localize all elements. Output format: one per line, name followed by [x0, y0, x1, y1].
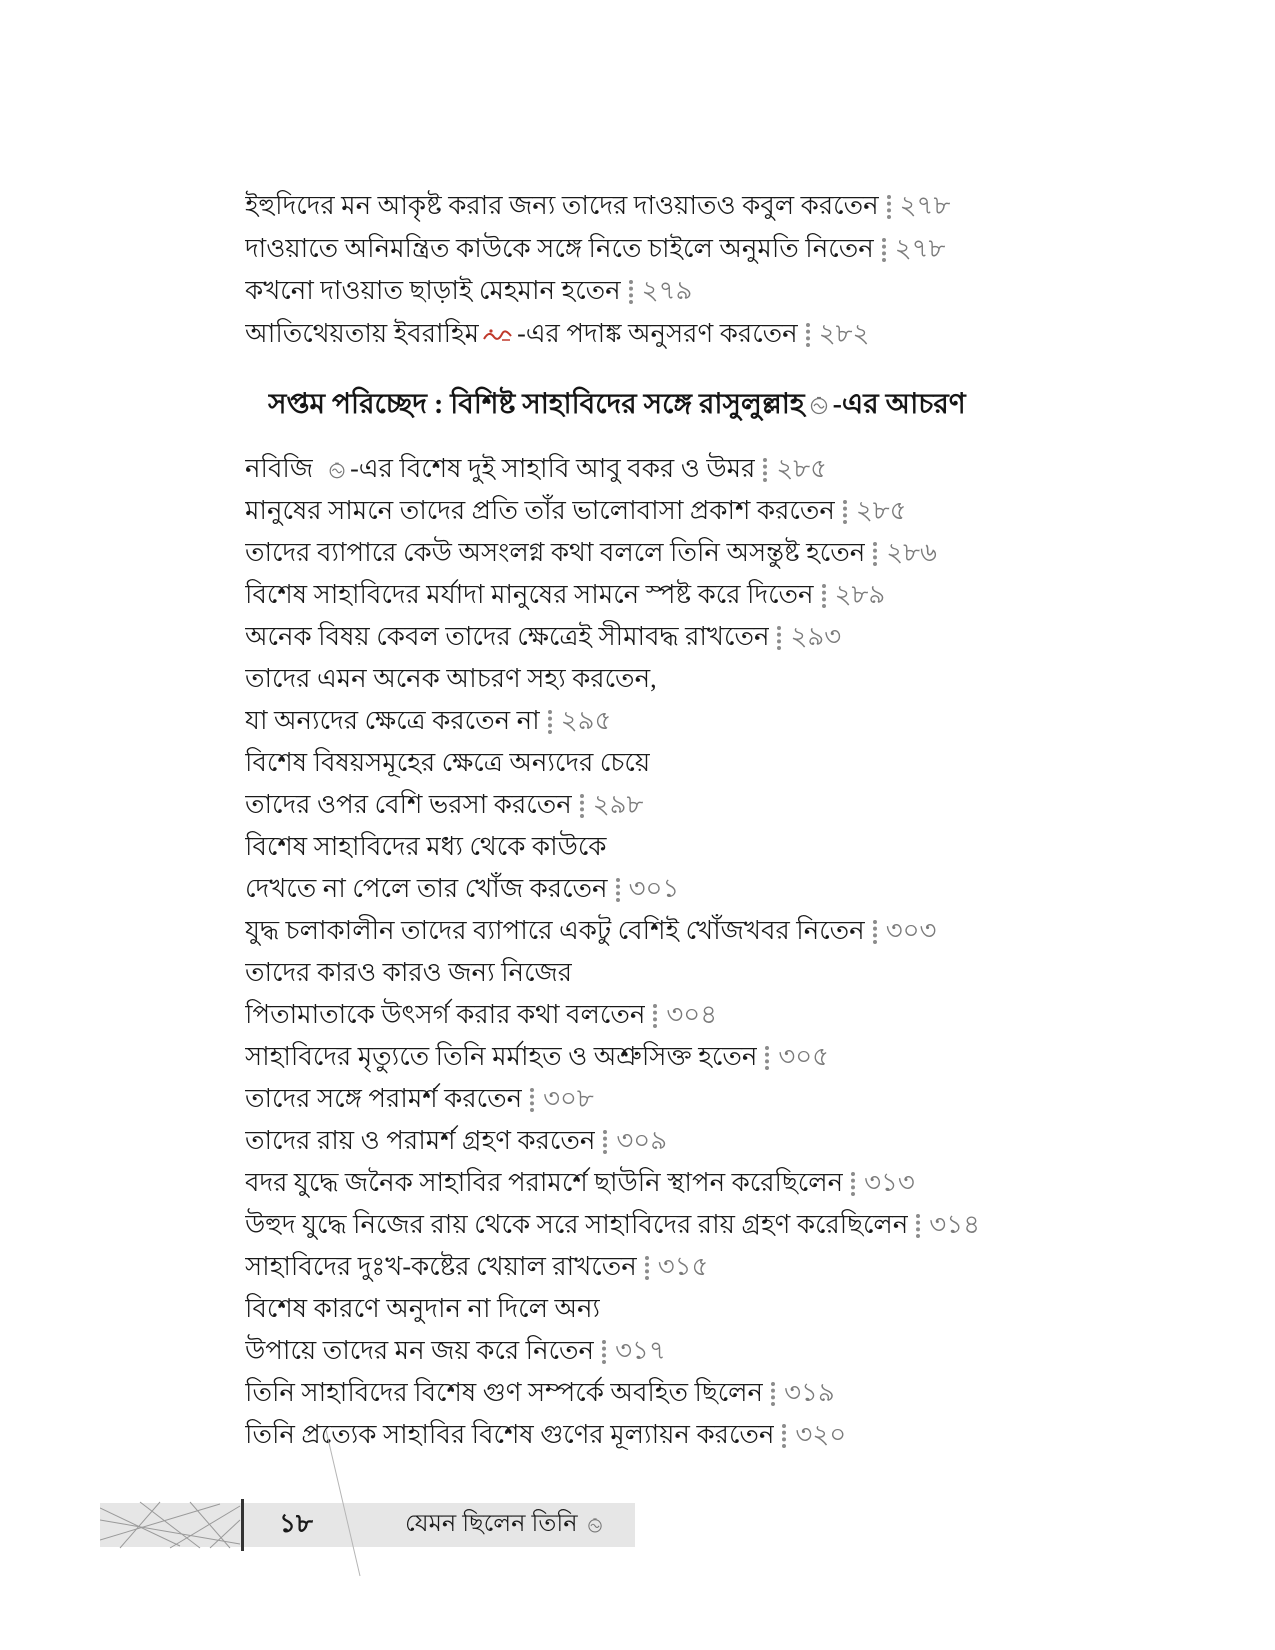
toc-entry: [245, 491, 1025, 533]
toc-entry-page: ৩১৪: [929, 1210, 980, 1239]
toc-entry-title: ইহুদিদের মন আকৃষ্ট করার জন্য তাদের দাওয়াতও কবুল করতেন: [245, 191, 879, 221]
toc-entry-page: ৩০৩: [885, 916, 937, 945]
toc-entry-title: বিশেষ কারণে অনুদান না দিলে অন্য: [245, 1294, 601, 1323]
toc-entry-page: ৩১৯: [784, 1378, 835, 1407]
toc-section-top: [245, 186, 1025, 356]
toc-entry: [245, 1205, 1025, 1247]
book-title: যেমন ছিলেন তিনি: [405, 1511, 578, 1537]
dotted-bar-icon: [822, 584, 826, 608]
chapter-heading-text: সপ্তম পরিচ্ছেদ : বিশিষ্ট সাহাবিদের সঙ্গে রাসুলুল্লাহ: [268, 388, 805, 420]
toc-entry: [245, 701, 1025, 743]
toc-entry-title: মানুষের সামনে তাদের প্রতি তাঁর ভালোবাসা প্রকাশ করতেন: [245, 496, 835, 525]
dotted-bar-icon: [782, 1424, 786, 1448]
footer-divider: [241, 1499, 244, 1551]
dotted-bar-icon: [851, 1172, 855, 1196]
dotted-bar-icon: [843, 500, 847, 524]
toc-entry: [245, 1163, 1025, 1205]
toc-entry: [245, 229, 1025, 272]
toc-entry-page: ৩১৭: [615, 1336, 666, 1365]
toc-entry-page: ২৭৮: [894, 233, 946, 263]
running-title: [405, 1505, 630, 1545]
dotted-bar-icon: [645, 1256, 649, 1280]
toc-entry-title: তাদের কারও কারও জন্য নিজের: [245, 958, 573, 987]
toc-entry-title: বিশেষ সাহাবিদের মর্যাদা মানুষের সামনে স্পষ্ট করে দিতেন: [245, 580, 814, 609]
alaihis-salam-icon: [482, 326, 514, 344]
toc-entry-title-part: আতিথেয়তায় ইবরাহিম: [245, 319, 480, 349]
toc-entry: [245, 617, 1025, 659]
dotted-bar-icon: [777, 626, 781, 650]
toc-entry: [245, 1079, 1025, 1121]
toc-entry-page: ৩০৪: [666, 1000, 718, 1029]
toc-entry-title: উহুদ যুদ্ধে নিজের রায় থেকে সরে সাহাবিদের রায় গ্রহণ করেছিলেন: [245, 1210, 909, 1239]
dotted-bar-icon: [916, 1214, 920, 1238]
toc-entry-page: ৩১৫: [657, 1252, 709, 1281]
dotted-bar-icon: [763, 458, 767, 482]
toc-entry-title-part: -এর পদাঙ্ক অনুসরণ করতেন: [517, 319, 798, 349]
toc-entry-page: ৩২০: [795, 1420, 847, 1449]
toc-entry-title: সাহাবিদের দুঃখ-কষ্টের খেয়াল রাখতেন: [245, 1252, 637, 1281]
toc-entry-title: উপায়ে তাদের মন জয় করে নিতেন: [245, 1336, 595, 1365]
toc-entry-title: তিনি প্রত্যেক সাহাবির বিশেষ গুণের মূল্যায়ন করতেন: [245, 1420, 775, 1449]
toc-entry-title: তাদের সঙ্গে পরামর্শ করতেন: [245, 1084, 523, 1113]
salawat-icon: [586, 1516, 604, 1534]
toc-entry: [245, 575, 1025, 617]
dotted-bar-icon: [873, 542, 877, 566]
toc-entry-continued: [245, 659, 1025, 701]
dotted-bar-icon: [873, 920, 877, 944]
footer-decoration: [100, 1500, 242, 1550]
toc-entry: [245, 1037, 1025, 1079]
toc-entry: [245, 533, 1025, 575]
footer-diagonal-line: [318, 1428, 368, 1578]
toc-entry-page: ২৯৩: [790, 622, 842, 651]
toc-entry: [245, 314, 1025, 357]
dotted-bar-icon: [616, 878, 620, 902]
dotted-bar-icon: [882, 238, 886, 262]
toc-entry-continued: [245, 1289, 1025, 1331]
dotted-bar-icon: [530, 1088, 534, 1112]
toc-entry-title: তাদের এমন অনেক আচরণ সহ্য করতেন,: [245, 664, 657, 693]
toc-section-main: [245, 449, 1025, 1457]
toc-entry: [245, 911, 1025, 953]
toc-entry-continued: [245, 953, 1025, 995]
toc-entry-title-part: -এর বিশেষ দুই সাহাবি আবু বকর ও উমর: [350, 454, 756, 483]
chapter-heading-text: -এর আচরণ: [832, 388, 966, 420]
toc-entry-title: তিনি সাহাবিদের বিশেষ গুণ সম্পর্কে অবহিত ছিলেন: [245, 1378, 764, 1407]
toc-entry-title: কখনো দাওয়াত ছাড়াই মেহমান হতেন: [245, 276, 621, 306]
page-number: ১৮: [279, 1509, 313, 1538]
toc-entry-continued: [245, 827, 1025, 869]
dotted-bar-icon: [887, 195, 891, 219]
toc-entry-page: ২৮৬: [886, 538, 937, 567]
toc-entry: [245, 271, 1025, 314]
toc-entry-page: ৩০৯: [616, 1126, 668, 1155]
dotted-bar-icon: [653, 1004, 657, 1028]
toc-entry-page: ২৮৯: [834, 580, 886, 609]
toc-entry: [245, 785, 1025, 827]
toc-entry-page: ২৭৯: [641, 276, 693, 306]
toc-entry-page: ৩০৮: [543, 1084, 594, 1113]
dotted-bar-icon: [603, 1130, 607, 1154]
toc-entry-title: দাওয়াতে অনিমন্ত্রিত কাউকে সঙ্গে নিতে চাইলে অনুমতি নিতেন: [245, 233, 874, 263]
toc-entry: [245, 186, 1025, 229]
salawat-icon: [808, 394, 830, 416]
toc-entry-page: ২৭৮: [899, 191, 951, 221]
toc-entry-title: যুদ্ধ চলাকালীন তাদের ব্যাপারে একটু বেশিই খোঁজখবর নিতেন: [245, 916, 865, 945]
toc-entry: [245, 869, 1025, 911]
toc-entry-title: তাদের রায় ও পরামর্শ গ্রহণ করতেন: [245, 1126, 596, 1155]
toc-entry-page: ২৯৮: [592, 790, 644, 819]
toc-entry-page: ২৮৫: [776, 454, 828, 483]
toc-entry-title: দেখতে না পেলে তার খোঁজ করতেন: [245, 874, 608, 903]
toc-entry-continued: [245, 743, 1025, 785]
toc-entry-page: ২৮২: [818, 319, 870, 349]
dotted-bar-icon: [771, 1382, 775, 1406]
toc-entry: [245, 1331, 1025, 1373]
toc-entry: [245, 995, 1025, 1037]
toc-entry-title: সাহাবিদের মৃত্যুতে তিনি মর্মাহত ও অশ্রুসিক্ত হতেন: [245, 1042, 758, 1071]
dotted-bar-icon: [765, 1046, 769, 1070]
toc-entry-title: পিতামাতাকে উৎসর্গ করার কথা বলতেন: [245, 1000, 646, 1029]
dotted-bar-icon: [629, 280, 633, 304]
toc-entry-title-part: নবিজি: [245, 454, 314, 483]
toc-entry: [245, 449, 1025, 491]
toc-entry: [245, 1373, 1025, 1415]
toc-entry: [245, 1121, 1025, 1163]
toc-entry-page: ৩১৩: [864, 1168, 915, 1197]
toc-entry-page: ৩০১: [628, 874, 680, 903]
toc-entry-page: ২৮৫: [855, 496, 907, 525]
toc-entry-title: তাদের ব্যাপারে কেউ অসংলগ্ন কথা বললে তিনি অসন্তুষ্ট হতেন: [245, 538, 866, 567]
toc-entry-title: বদর যুদ্ধে জনৈক সাহাবির পরামর্শে ছাউনি স্থাপন করেছিলেন: [245, 1168, 844, 1197]
toc-entry-title: বিশেষ বিষয়সমূহের ক্ষেত্রে অন্যদের চেয়ে: [245, 748, 651, 777]
toc-entry-title: যা অন্যদের ক্ষেত্রে করতেন না: [245, 706, 540, 735]
toc-entry-title: বিশেষ সাহাবিদের মধ্য থেকে কাউকে: [245, 832, 607, 861]
toc-entry-page: ২৯৫: [560, 706, 612, 735]
toc-entry-page: ৩০৫: [778, 1042, 830, 1071]
salawat-icon: [327, 460, 347, 480]
toc-entry-title: তাদের ওপর বেশি ভরসা করতেন: [245, 790, 572, 819]
dotted-bar-icon: [548, 710, 552, 734]
dotted-bar-icon: [806, 323, 810, 347]
dotted-bar-icon: [602, 1340, 606, 1364]
toc-entry: [245, 1247, 1025, 1289]
dotted-bar-icon: [580, 794, 584, 818]
toc-entry-title: অনেক বিষয় কেবল তাদের ক্ষেত্রেই সীমাবদ্ধ রাখতেন: [245, 622, 770, 651]
chapter-heading: [268, 383, 1008, 427]
